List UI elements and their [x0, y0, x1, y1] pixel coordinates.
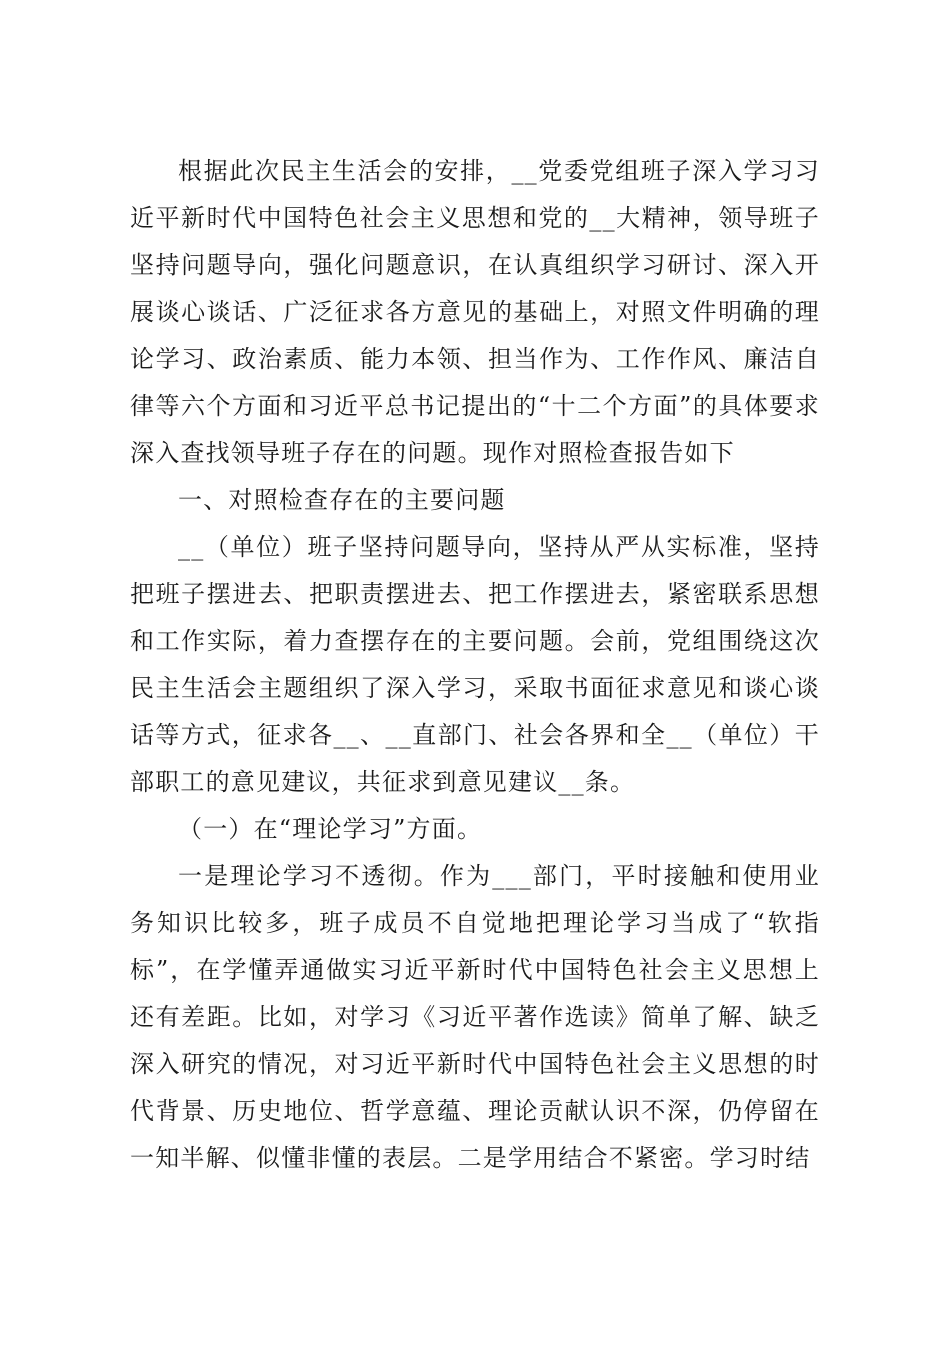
paragraph-theory-study: 一是理论学习不透彻。作为___部门，平时接触和使用业务知识比较多，班子成员不自觉地把理论学习当成了“软指标”，在学懂弄通做实习近平新时代中国特色社会主义思想上还有差距。比如，对学习《习近平著作选读》简单了解、缺乏深入研究的情况，对习近平新时代中国特色社会主义思想的时代背景、历史地位、哲学意蕴、理论贡献认识不深，仍停留在一知半解、似懂非懂的表层。二是学用结合不紧密。学习时结 [130, 862, 820, 1172]
paragraph-intro: 根据此次民主生活会的安排，__党委党组班子深入学习习近平新时代中国特色社会主义思想和党的__大精神，领导班子坚持问题导向，强化问题意识，在认真组织学习研讨、深入开展谈心谈话、广泛征求各方意见的基础上，对照文件明确的理论学习、政治素质、能力本领、担当作为、工作作风、廉洁自律等六个方面和习近平总书记提出的“十二个方面”的具体要求深入查找领导班子存在的问题。现作对照检查报告如下 [130, 157, 820, 467]
document-body [130, 148, 820, 1182]
section-heading-main-problems: 一、对照检查存在的主要问题 [178, 486, 506, 514]
paragraph-problem-overview: __（单位）班子坚持问题导向，坚持从严从实标准，坚持把班子摆进去、把职责摆进去、把工作摆进去，紧密联系思想和工作实际，着力查摆存在的主要问题。会前，党组围绕这次民主生活会主题组织了深入学习，采取书面征求意见和谈心谈话等方式，征求各__、__直部门、社会各界和全__（单位）干部职工的意见建议，共征求到意见建议__条。 [130, 533, 820, 796]
subsection-heading-theory-study: （一）在“理论学习”方面。 [178, 815, 483, 843]
